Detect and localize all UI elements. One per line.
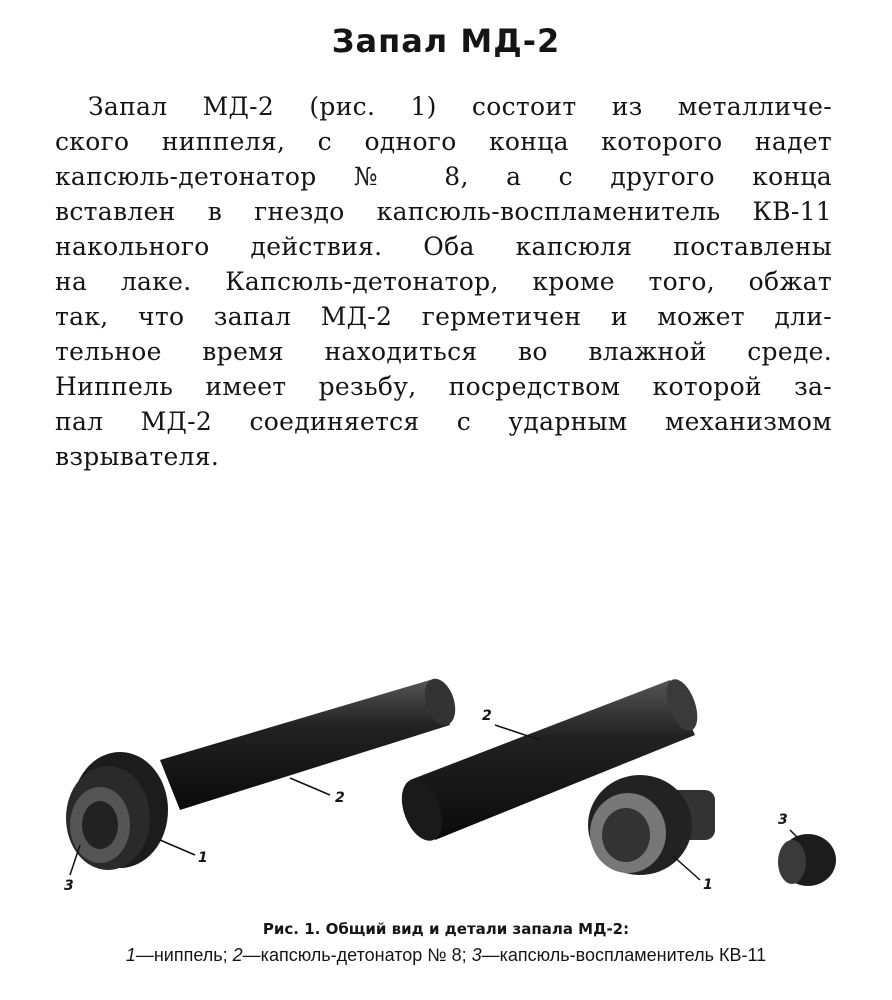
figure-label: 1 (198, 850, 208, 866)
legend-text: —капсюль-воспламенитель КВ-11 (481, 945, 767, 965)
figure-caption-title: Рис. 1. Общий вид и детали запала МД-2: (262, 920, 630, 938)
legend-num: 3 (471, 945, 482, 965)
figure-label: 1 (703, 877, 713, 893)
page-title: Запал МД-2 (331, 22, 561, 60)
text-line: тельное время находиться во влажной среде. (55, 337, 832, 366)
text-line: Ниппель имеет резьбу, посредством которой за- (55, 372, 832, 401)
text-line: вставлен в гнездо капсюль-воспламенитель КВ-11 (55, 197, 832, 226)
text-line: капсюль-детонатор № 8, а с другого конца (55, 162, 832, 191)
text-line: на лаке. Капсюль-детонатор, кроме того, обжат (55, 267, 832, 296)
figure-label: 3 (64, 878, 74, 894)
text-line: так, что запал МД-2 герметичен и может дли- (55, 302, 832, 331)
igniter-capsule (778, 834, 836, 886)
legend-text: —капсюль-детонатор № 8; (242, 945, 472, 965)
text-line: накольного действия. Оба капсюля поставлены (55, 232, 832, 261)
figure-label: 2 (482, 708, 492, 724)
legend-num: 2 (232, 945, 243, 965)
figure-label: 3 (778, 812, 788, 828)
legend-num: 1 (125, 945, 136, 965)
text-line: ского ниппеля, с одного конца которого надет (55, 127, 832, 156)
legend-text: —ниппель; (135, 945, 233, 965)
figure-label: 2 (335, 790, 345, 806)
figure-caption-legend (0, 945, 892, 966)
figure-illustration (0, 650, 892, 910)
nipple (588, 775, 715, 875)
assembled-fuse (66, 675, 461, 870)
text-line: пал МД-2 соединяется с ударным механизмом (55, 407, 832, 436)
text-line: Запал МД-2 (рис. 1) состоит из металличе- (88, 92, 832, 121)
text-line: взрывателя. (55, 442, 220, 471)
